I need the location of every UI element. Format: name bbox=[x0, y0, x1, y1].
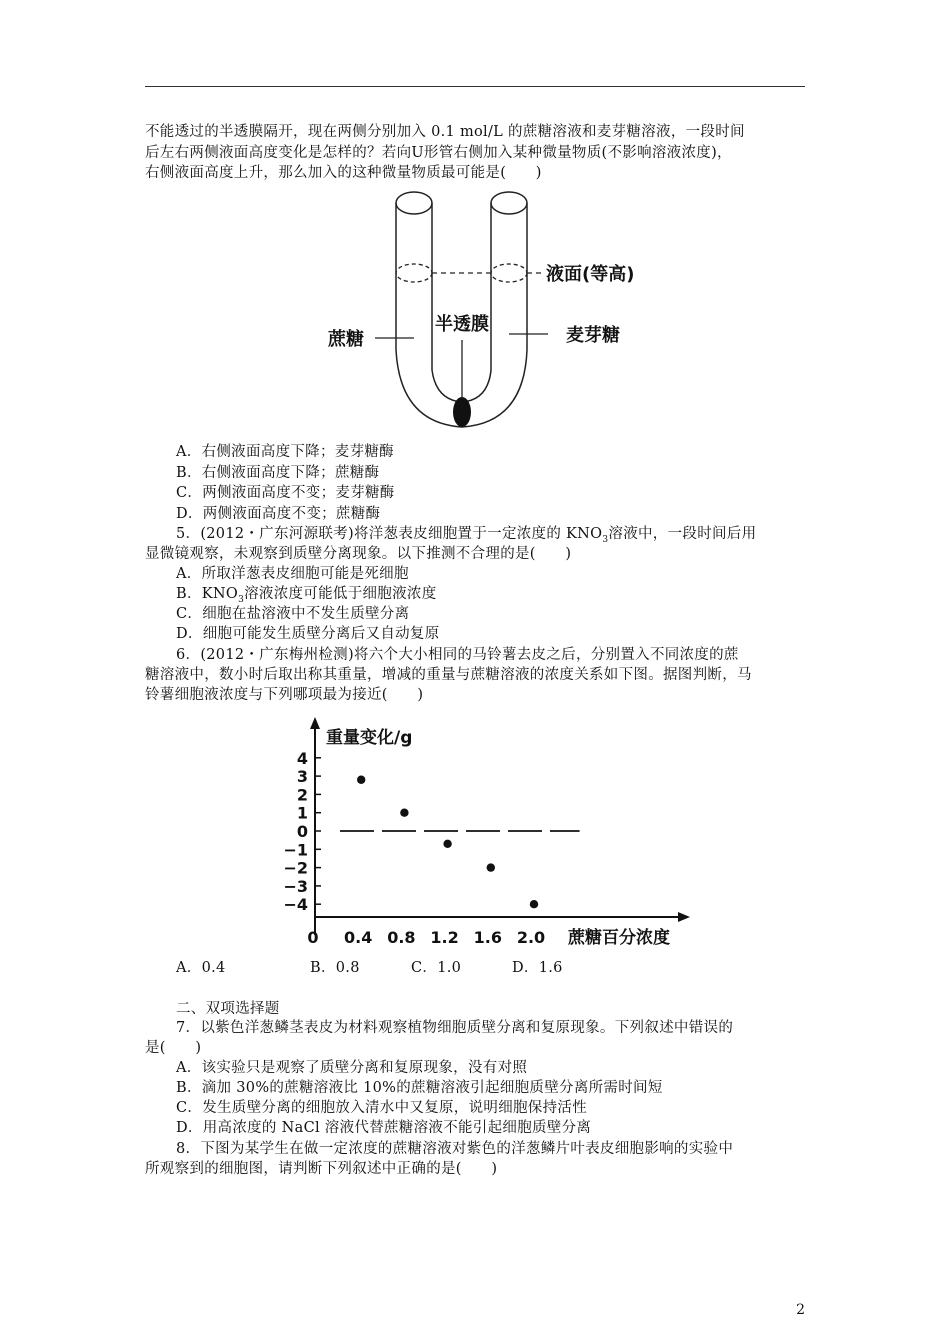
weight-change-chart bbox=[270, 715, 710, 955]
label-maltose: 麦芽糖 bbox=[566, 325, 620, 346]
u-tube-figure bbox=[310, 185, 670, 435]
x-tick-label: 0.8 bbox=[387, 928, 416, 947]
q4-option-b: B．右侧液面高度下降；蔗糖酶 bbox=[176, 465, 380, 481]
data-point bbox=[487, 863, 495, 871]
y-tick-label: 2 bbox=[296, 785, 308, 805]
x-axis-label: 蔗糖百分浓度 bbox=[568, 928, 670, 948]
data-point bbox=[400, 809, 408, 817]
label-liquid-level: 液面(等高) bbox=[546, 264, 635, 285]
q5-line-1: 5．(2012・广东河源联考)将洋葱表皮细胞置于一定浓度的 $KNO_3$溶液中，一段时间后用 bbox=[176, 526, 757, 545]
q7-line-2: 是( ) bbox=[145, 1040, 202, 1056]
q4-line-1: 不能透过的半透膜隔开，现在两侧分别加入 0.1 mol/L 的蔗糖溶液和麦芽糖溶液，一段时间 bbox=[145, 124, 745, 140]
y-tick-label: −1 bbox=[283, 840, 308, 860]
y-tick-label: 4 bbox=[296, 748, 308, 768]
x-tick-label: 0.4 bbox=[344, 928, 373, 947]
q4-line-3: 右侧液面高度上升，那么加入的这种微量物质最可能是( ) bbox=[145, 165, 542, 181]
section2-heading: 二、双项选择题 bbox=[176, 1001, 280, 1017]
q6-line-2: 糖溶液中，数小时后取出称其重量，增减的重量与蔗糖溶液的浓度关系如下图。据图判断，马 bbox=[145, 667, 752, 683]
label-membrane: 半透膜 bbox=[435, 314, 489, 335]
y-tick-label: −2 bbox=[283, 858, 308, 878]
q6-option-b: B．0.8 bbox=[310, 960, 360, 976]
q7-option-c: C．发生质壁分离的细胞放入清水中又复原，说明细胞保持活性 bbox=[176, 1100, 587, 1116]
q8-line-1: 8．下图为某学生在做一定浓度的蔗糖溶液对紫色的洋葱鳞片叶表皮细胞影响的实验中 bbox=[176, 1141, 734, 1157]
data-point bbox=[443, 840, 451, 848]
data-point bbox=[530, 900, 538, 908]
q5-line-2: 显微镜观察，未观察到质壁分离现象。以下推测不合理的是( ) bbox=[145, 546, 572, 562]
y-tick-label: −4 bbox=[283, 895, 308, 915]
x-axis-arrow bbox=[678, 912, 690, 922]
q6-option-a: A．0.4 bbox=[176, 960, 226, 976]
right-liquid-level bbox=[491, 264, 527, 282]
q7-line-1: 7．以紫色洋葱鳞茎表皮为材料观察植物细胞质壁分离和复原现象。下列叙述中错误的 bbox=[176, 1020, 734, 1036]
x-tick-label: 2.0 bbox=[516, 928, 546, 947]
q6-option-c: C．1.0 bbox=[411, 960, 462, 976]
q6-option-d: D．1.6 bbox=[512, 960, 563, 976]
q5-option-d: D．细胞可能发生质壁分离后又自动复原 bbox=[176, 626, 440, 642]
q6-line-3: 铃薯细胞液浓度与下列哪项最为接近( ) bbox=[145, 687, 424, 703]
y-tick-label: −3 bbox=[283, 876, 308, 896]
q4-line-2: 后左右两侧液面高度变化是怎样的？若向U形管右侧加入某种微量物质(不影响溶液浓度)， bbox=[145, 145, 732, 161]
data-point bbox=[357, 776, 365, 784]
q7-option-a: A．该实验只是观察了质壁分离和复原现象，没有对照 bbox=[176, 1060, 528, 1076]
q8-line-2: 所观察到的细胞图，请判断下列叙述中正确的是( ) bbox=[145, 1161, 498, 1177]
q6-line-1: 6．(2012・广东梅州检测)将六个大小相同的马铃薯去皮之后，分别置入不同浓度的蔗 bbox=[176, 647, 739, 663]
header-rule bbox=[145, 86, 805, 87]
y-tick-label: 3 bbox=[296, 767, 308, 787]
x-tick-label: 1.2 bbox=[430, 928, 459, 947]
page-number: 2 bbox=[796, 1302, 805, 1318]
x-tick-label: 1.6 bbox=[473, 928, 502, 947]
y-axis-label: 重量变化/g bbox=[326, 728, 413, 748]
left-liquid-level bbox=[396, 264, 432, 282]
y-axis-arrow bbox=[310, 717, 320, 729]
q7-option-b: B．滴加 30%的蔗糖溶液比 10%的蔗糖溶液引起细胞质壁分离所需时间短 bbox=[176, 1080, 663, 1096]
q7-option-d: D．用高浓度的 NaCl 溶液代替蔗糖溶液不能引起细胞质壁分离 bbox=[176, 1120, 592, 1136]
label-sucrose: 蔗糖 bbox=[328, 329, 364, 350]
y-tick-label: 0 bbox=[296, 822, 308, 841]
right-tube-opening bbox=[491, 192, 527, 214]
semipermeable-membrane bbox=[453, 397, 471, 427]
left-tube-opening bbox=[396, 192, 432, 214]
q4-option-d: D．两侧液面高度不变；蔗糖酶 bbox=[176, 506, 381, 522]
x-tick-label: 0 bbox=[307, 928, 319, 947]
q4-option-a: A．右侧液面高度下降；麦芽糖酶 bbox=[176, 444, 394, 460]
q5-option-b: B．$KNO_3$溶液浓度可能低于细胞液浓度 bbox=[176, 586, 437, 605]
q4-option-c: C．两侧液面高度不变；麦芽糖酶 bbox=[176, 485, 395, 501]
q5-option-a: A．所取洋葱表皮细胞可能是死细胞 bbox=[176, 566, 409, 582]
q5-option-c: C．细胞在盐溶液中不发生质壁分离 bbox=[176, 606, 410, 622]
y-tick-label: 1 bbox=[296, 803, 308, 823]
